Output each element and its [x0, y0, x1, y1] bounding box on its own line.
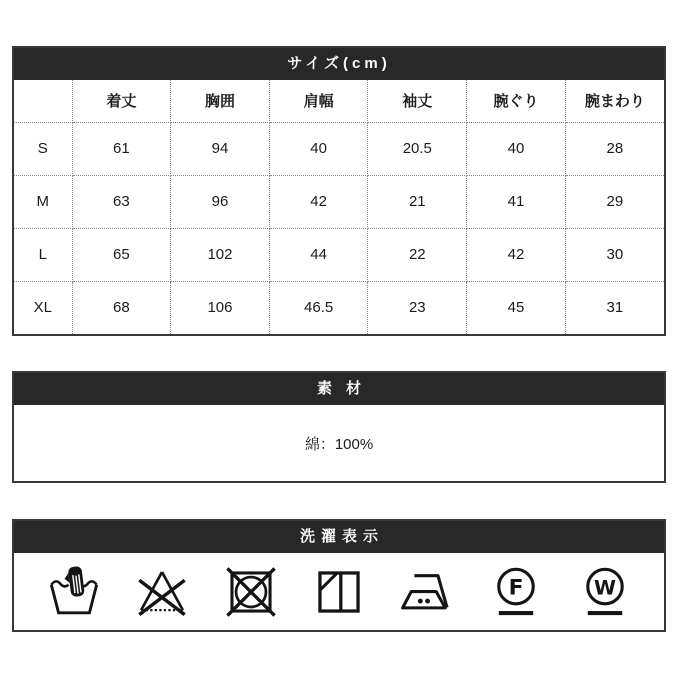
wet-clean-letter: W	[593, 575, 616, 599]
size-value-cell: 41	[467, 175, 566, 228]
material-header	[14, 373, 664, 405]
size-col-header-3: 袖丈	[368, 80, 467, 122]
gentle-dry-clean-petroleum-icon	[487, 563, 545, 621]
line-dry-in-shade-icon	[310, 563, 368, 621]
size-value-cell: 44	[269, 228, 368, 281]
size-value-cell: 28	[565, 122, 664, 175]
size-value-cell: 42	[467, 228, 566, 281]
size-row-m	[14, 175, 664, 228]
size-table-head	[14, 80, 664, 122]
size-value-cell: 106	[171, 281, 270, 334]
iron-medium-heat-icon	[399, 563, 457, 621]
size-value-cell: 29	[565, 175, 664, 228]
size-value-cell: 20.5	[368, 122, 467, 175]
size-table-header-row	[14, 80, 664, 122]
size-row-s	[14, 122, 664, 175]
size-value-cell: 96	[171, 175, 270, 228]
size-value-cell: 30	[565, 228, 664, 281]
size-value-cell: 22	[368, 228, 467, 281]
size-value-cell: 31	[565, 281, 664, 334]
do-not-bleach-icon	[133, 563, 191, 621]
size-table	[14, 80, 664, 334]
size-col-header-5: 腕まわり	[565, 80, 664, 122]
material-title: 素材	[316, 380, 375, 397]
care-header	[14, 521, 664, 553]
care-title: 洗濯表示	[299, 528, 384, 545]
size-value-cell: 46.5	[269, 281, 368, 334]
size-col-header-1: 胸囲	[171, 80, 270, 122]
care-section	[12, 519, 666, 632]
material-section	[12, 371, 666, 483]
size-value-cell: 61	[72, 122, 171, 175]
size-table-body	[14, 122, 664, 334]
size-col-header-2: 肩幅	[269, 80, 368, 122]
size-chart-section	[12, 46, 666, 336]
size-value-cell: 94	[171, 122, 270, 175]
care-symbols-row	[14, 553, 664, 630]
size-row-label-s: S	[14, 122, 72, 175]
size-table-corner-cell	[14, 80, 72, 122]
gentle-wet-clean-icon	[576, 563, 634, 621]
size-row-label-xl: XL	[14, 281, 72, 334]
size-value-cell: 40	[467, 122, 566, 175]
size-chart-title: サイズ(cm)	[287, 55, 391, 72]
size-col-header-4: 腕ぐり	[467, 80, 566, 122]
size-row-xl	[14, 281, 664, 334]
hand-wash-icon	[45, 563, 103, 621]
size-row-label-m: M	[14, 175, 72, 228]
size-value-cell: 102	[171, 228, 270, 281]
size-value-cell: 23	[368, 281, 467, 334]
size-value-cell: 65	[72, 228, 171, 281]
dry-clean-letter: F	[508, 574, 524, 600]
size-chart-header	[14, 48, 664, 80]
size-row-label-l: L	[14, 228, 72, 281]
size-col-header-0: 着丈	[72, 80, 171, 122]
do-not-tumble-dry-icon	[222, 563, 280, 621]
material-value: 綿：100%	[304, 435, 374, 453]
material-body	[14, 405, 664, 481]
size-value-cell: 40	[269, 122, 368, 175]
size-value-cell: 21	[368, 175, 467, 228]
size-value-cell: 63	[72, 175, 171, 228]
size-value-cell: 45	[467, 281, 566, 334]
size-row-l	[14, 228, 664, 281]
size-value-cell: 42	[269, 175, 368, 228]
size-value-cell: 68	[72, 281, 171, 334]
